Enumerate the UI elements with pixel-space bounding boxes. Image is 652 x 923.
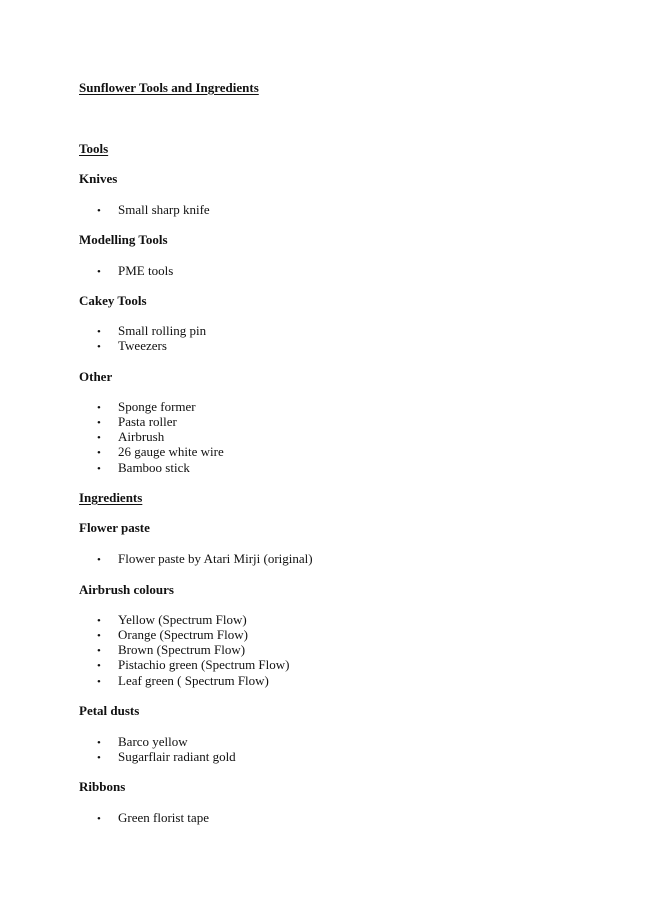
bullet-icon: • xyxy=(97,813,101,825)
group-heading-other: Other xyxy=(79,369,113,384)
list-item: • Barco yellow xyxy=(97,734,188,749)
bullet-icon: • xyxy=(97,463,101,475)
bullet-icon: • xyxy=(97,402,101,414)
bullet-icon: • xyxy=(97,676,101,688)
bullet-icon: • xyxy=(97,341,101,353)
list-item: • Green florist tape xyxy=(97,810,209,825)
list-item: • Bamboo stick xyxy=(97,460,190,475)
list-item: • Small rolling pin xyxy=(97,323,207,338)
list-item: • Orange (Spectrum Flow) xyxy=(97,627,248,642)
list-item: • Pistachio green (Spectrum Flow) xyxy=(97,657,290,672)
list-item: • Tweezers xyxy=(97,338,167,353)
group-heading-flower-paste: Flower paste xyxy=(79,520,150,535)
bullet-icon: • xyxy=(97,326,101,338)
list-item: • Yellow (Spectrum Flow) xyxy=(97,612,247,627)
bullet-icon: • xyxy=(97,660,101,672)
list-item: • Airbrush xyxy=(97,429,165,444)
document-title: Sunflower Tools and Ingredients xyxy=(79,80,259,95)
list-item: • Brown (Spectrum Flow) xyxy=(97,642,246,657)
group-heading-cakey-tools: Cakey Tools xyxy=(79,293,147,308)
section-heading-tools: Tools xyxy=(79,141,109,156)
list-item: • 26 gauge white wire xyxy=(97,444,224,459)
group-heading-modelling-tools: Modelling Tools xyxy=(79,232,168,247)
bullet-icon: • xyxy=(97,615,101,627)
list-item: • PME tools xyxy=(97,263,174,278)
group-heading-ribbons: Ribbons xyxy=(79,779,126,794)
list-item: • Sugarflair radiant gold xyxy=(97,749,236,764)
bullet-icon: • xyxy=(97,752,101,764)
bullet-icon: • xyxy=(97,432,101,444)
bullet-icon: • xyxy=(97,205,101,217)
bullet-icon: • xyxy=(97,737,101,749)
list-item: • Leaf green ( Spectrum Flow) xyxy=(97,673,269,688)
list-item: • Flower paste by Atari Mirji (original) xyxy=(97,551,313,566)
bullet-icon: • xyxy=(97,447,101,459)
section-heading-ingredients: Ingredients xyxy=(79,490,143,505)
bullet-icon: • xyxy=(97,266,101,278)
list-item: • Pasta roller xyxy=(97,414,177,429)
list-item: • Sponge former xyxy=(97,399,196,414)
bullet-icon: • xyxy=(97,554,101,566)
bullet-icon: • xyxy=(97,630,101,642)
group-heading-knives: Knives xyxy=(79,171,118,186)
group-heading-airbrush-colours: Airbrush colours xyxy=(79,582,174,597)
bullet-icon: • xyxy=(97,417,101,429)
list-item: • Small sharp knife xyxy=(97,202,210,217)
group-heading-petal-dusts: Petal dusts xyxy=(79,703,140,718)
bullet-icon: • xyxy=(97,645,101,657)
